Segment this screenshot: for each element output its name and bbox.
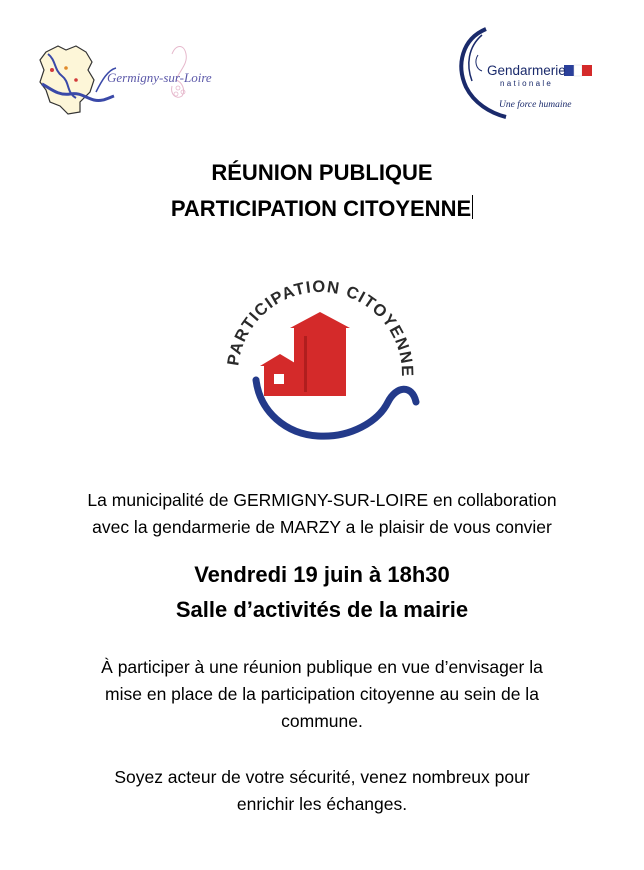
- title-line1-text: RÉUNION PUBLIQUE: [211, 160, 433, 185]
- purpose-paragraph: [40, 654, 604, 735]
- page-title-line1: [0, 158, 644, 188]
- purpose-line1: À participer à une réunion publique en vue d’envisager la: [101, 657, 543, 677]
- invitation-line2: avec la gendarmerie de MARZY a le plaisir de vous convier: [92, 517, 552, 537]
- closing-paragraph: [40, 764, 604, 818]
- town-logo: [36, 40, 212, 120]
- title-line2-text: PARTICIPATION CITOYENNE: [170, 196, 472, 221]
- participation-citoyenne-logo: [216, 262, 422, 448]
- logo-arc-text: PARTICIPATION CITOYENNE: [224, 277, 417, 378]
- text-cursor: [472, 195, 473, 219]
- purpose-line3: commune.: [281, 711, 363, 731]
- gendarmerie-motto: Une force humaine: [499, 100, 572, 110]
- town-logo-text: Germigny-sur-Loire: [107, 70, 212, 85]
- purpose-line2: mise en place de la participation citoyenne au sein de la: [105, 684, 539, 704]
- invitation-paragraph: [40, 487, 604, 541]
- event-location: Salle d’activités de la mairie: [175, 597, 469, 622]
- closing-line1: Soyez acteur de votre sécurité, venez nombreux pour: [114, 767, 530, 787]
- participation-house-icon: [216, 262, 422, 448]
- page-title-line2: [0, 194, 644, 224]
- invitation-line1: La municipalité de GERMIGNY-SUR-LOIRE en collaboration: [87, 490, 557, 510]
- gendarmerie-subtitle: nationale: [500, 79, 554, 88]
- gendarmerie-name: Gendarmerie: [487, 63, 566, 78]
- event-date: Vendredi 19 juin à 18h30: [194, 562, 450, 587]
- gendarmerie-logo: [456, 25, 596, 120]
- closing-line2: enrichir les échanges.: [236, 794, 408, 814]
